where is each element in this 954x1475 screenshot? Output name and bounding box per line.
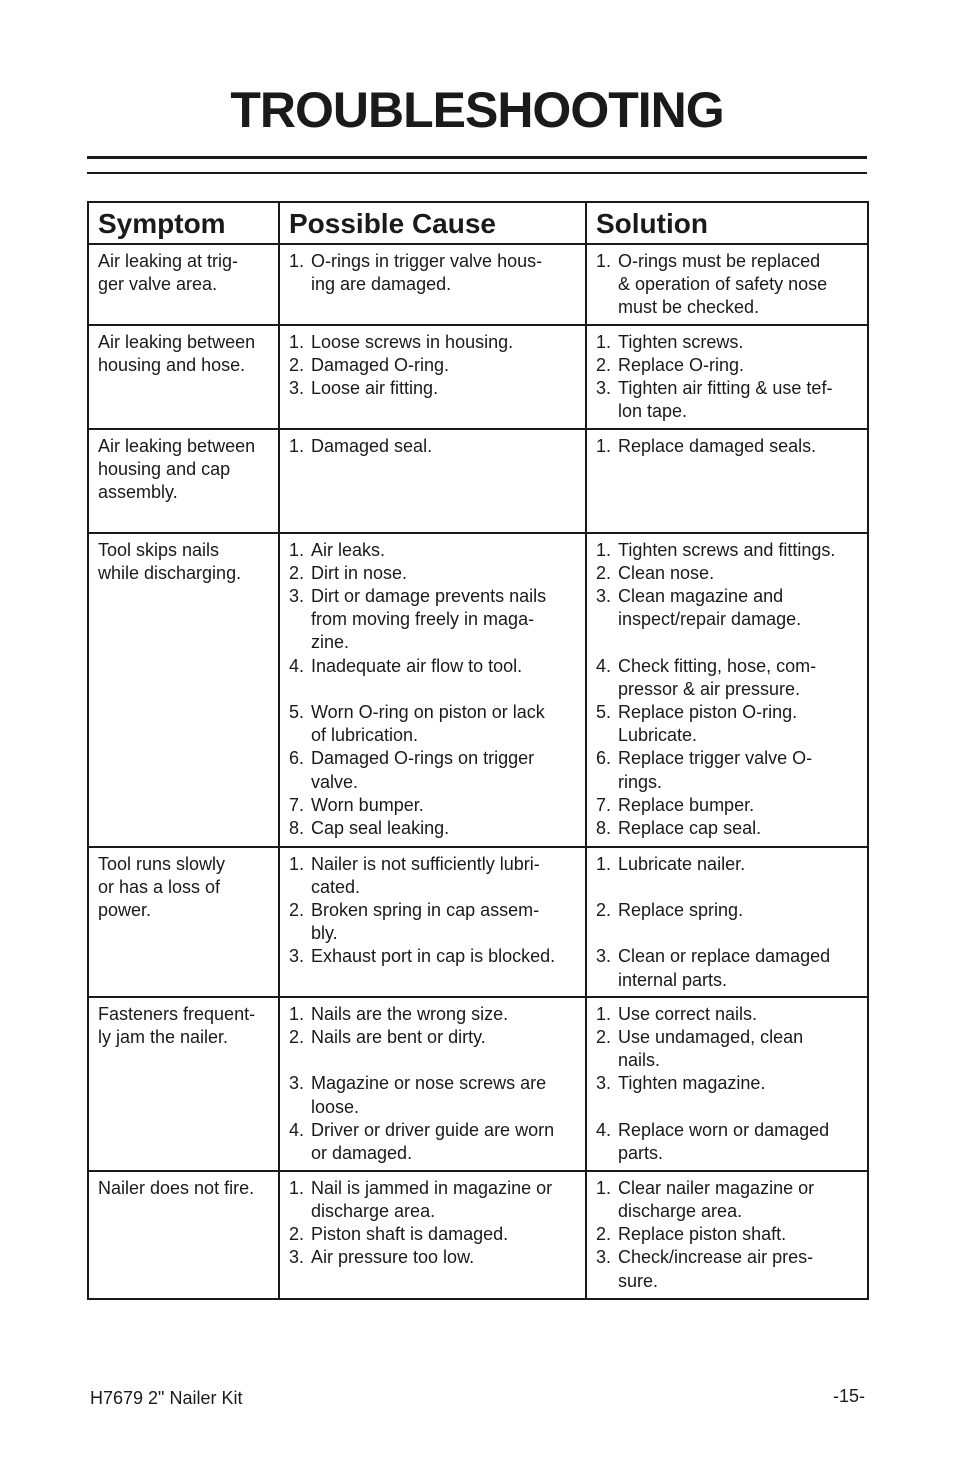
cause-line	[289, 724, 576, 747]
solution-line	[596, 1246, 858, 1269]
list-text: Broken spring in cap assem-	[311, 900, 540, 921]
list-number: 2.	[596, 354, 612, 375]
list-text: Clean magazine and	[618, 586, 784, 607]
list-number: 2.	[289, 1027, 305, 1047]
cause-line	[289, 945, 576, 968]
solution-line	[596, 354, 858, 377]
list-text: Dirt in nose.	[311, 562, 408, 583]
list-text: Replace worn or damaged	[618, 1119, 830, 1140]
cause-line	[289, 1026, 576, 1049]
list-text: Replace piston shaft.	[618, 1224, 787, 1245]
cause-cell	[279, 244, 586, 325]
cause-line	[289, 655, 576, 678]
cause-line	[289, 1003, 576, 1026]
list-text: Clear nailer magazine or	[618, 1177, 815, 1198]
list-text: discharge area.	[618, 1201, 743, 1221]
list-number: 2.	[289, 562, 305, 583]
list-text: Exhaust port in cap is blocked.	[311, 946, 556, 967]
list-number: 1.	[596, 251, 612, 271]
list-number: 1.	[596, 331, 612, 352]
solution-cell	[586, 244, 868, 325]
page-title: TROUBLESHOOTING	[230, 82, 724, 138]
list-text: Worn bumper.	[311, 794, 424, 815]
list-text: Loose air fitting.	[311, 378, 439, 399]
cause-cell	[279, 429, 586, 533]
list-text: Air leaks.	[311, 539, 386, 560]
list-text: Clean nose.	[618, 562, 715, 583]
cause-line	[289, 1246, 576, 1269]
list-spacer	[596, 922, 858, 945]
list-number: 4.	[289, 1119, 305, 1140]
solution-line	[596, 331, 858, 354]
cause-line	[289, 701, 576, 724]
cause-line	[289, 331, 576, 354]
list-number: 1.	[596, 539, 612, 560]
list-number: 7.	[289, 794, 305, 815]
list-text: Loose screws in housing.	[311, 331, 514, 352]
list-number: 2.	[596, 1224, 612, 1245]
list-text: Check/increase air pres-	[618, 1247, 814, 1268]
table-row	[88, 1171, 868, 1299]
list-text: pressor & air pressure.	[618, 678, 801, 699]
solution-line	[596, 1072, 858, 1095]
solution-line	[596, 296, 858, 319]
solution-line	[596, 1177, 858, 1200]
list-number: 3.	[596, 1247, 612, 1268]
title-rule-thin	[87, 172, 867, 174]
solution-line	[596, 747, 858, 770]
cause-line	[289, 1072, 576, 1095]
cause-line	[289, 1223, 576, 1246]
cause-line	[289, 435, 576, 458]
list-number: 3.	[289, 946, 305, 967]
list-text: Replace spring.	[618, 900, 744, 920]
list-number: 4.	[596, 1119, 612, 1140]
solution-line	[596, 701, 858, 724]
list-text: must be checked.	[618, 297, 760, 318]
list-text: parts.	[618, 1143, 664, 1163]
cause-cell	[279, 1171, 586, 1299]
list-spacer	[596, 876, 858, 899]
list-text: discharge area.	[311, 1201, 436, 1221]
solution-line	[596, 1270, 858, 1293]
list-spacer	[596, 631, 858, 654]
list-text: Nails are bent or dirty.	[311, 1027, 486, 1047]
symptom-cell: Tool runs slowly or has a loss of power.	[88, 847, 279, 997]
solution-cell	[586, 533, 868, 847]
solution-line	[596, 724, 858, 747]
symptom-cell: Fasteners frequent- ly jam the nailer.	[88, 997, 279, 1171]
cause-cell	[279, 533, 586, 847]
solution-line	[596, 250, 858, 273]
list-text: Tighten screws.	[618, 331, 744, 352]
cause-line	[289, 562, 576, 585]
list-text: O-rings must be replaced	[618, 251, 821, 271]
list-number: 5.	[596, 702, 612, 723]
list-text: Replace damaged seals.	[618, 435, 817, 456]
solution-cell	[586, 1171, 868, 1299]
list-text: Nailer is not sufficiently lubri-	[311, 853, 540, 874]
list-text: Damaged O-ring.	[311, 354, 450, 375]
list-text: Replace trigger valve O-	[618, 748, 813, 769]
list-number: 3.	[596, 946, 612, 967]
list-text: Damaged seal.	[311, 435, 433, 456]
list-spacer	[289, 1049, 576, 1072]
solution-line	[596, 1223, 858, 1246]
table-row	[88, 325, 868, 429]
symptom-cell: Air leaking between housing and hose.	[88, 325, 279, 429]
list-text: Piston shaft is damaged.	[311, 1224, 509, 1245]
list-number: 2.	[596, 1027, 612, 1047]
solution-line	[596, 1200, 858, 1223]
solution-line	[596, 1003, 858, 1026]
cause-line	[289, 1142, 576, 1165]
list-text: Driver or driver guide are worn	[311, 1119, 555, 1140]
list-number: 1.	[289, 853, 305, 874]
cause-line	[289, 273, 576, 296]
solution-line	[596, 817, 858, 840]
cause-line	[289, 539, 576, 562]
list-number: 8.	[289, 818, 305, 839]
solution-line	[596, 400, 858, 423]
table-header-row	[88, 202, 868, 244]
list-number: 3.	[596, 378, 612, 399]
list-text: Replace cap seal.	[618, 818, 762, 839]
header-possible-cause: Possible Cause	[279, 202, 586, 244]
list-number: 3.	[289, 378, 305, 399]
cause-cell	[279, 325, 586, 429]
list-number: 7.	[596, 794, 612, 815]
cause-line	[289, 899, 576, 922]
list-text: Use correct nails.	[618, 1003, 758, 1024]
list-text: sure.	[618, 1270, 659, 1291]
solution-cell	[586, 997, 868, 1171]
solution-line	[596, 655, 858, 678]
list-text: of lubrication.	[311, 725, 419, 746]
header-solution: Solution	[586, 202, 868, 244]
list-number: 2.	[596, 562, 612, 583]
symptom-cell: Air leaking at trig- ger valve area.	[88, 244, 279, 325]
solution-line	[596, 678, 858, 701]
cause-line	[289, 771, 576, 794]
cause-line	[289, 1200, 576, 1223]
list-text: Nail is jammed in magazine or	[311, 1177, 553, 1198]
solution-line	[596, 539, 858, 562]
cause-line	[289, 876, 576, 899]
table-row	[88, 847, 868, 997]
solution-line	[596, 853, 858, 876]
list-number: 1.	[596, 435, 612, 456]
cause-line	[289, 631, 576, 654]
list-text: Replace bumper.	[618, 794, 755, 815]
list-number: 2.	[289, 1224, 305, 1245]
table-row	[88, 429, 868, 533]
solution-line	[596, 273, 858, 296]
footer-product: H7679 2" Nailer Kit	[90, 1388, 243, 1408]
solution-cell	[586, 429, 868, 533]
list-text: valve.	[311, 771, 359, 792]
cause-line	[289, 922, 576, 945]
list-number: 8.	[596, 818, 612, 839]
header-symptom: Symptom	[88, 202, 279, 244]
solution-line	[596, 969, 858, 992]
list-number: 1.	[596, 853, 612, 874]
list-number: 1.	[596, 1177, 612, 1198]
list-text: Check fitting, hose, com-	[618, 655, 817, 676]
list-text: bly.	[311, 923, 338, 944]
solution-cell	[586, 847, 868, 997]
list-text: Tighten magazine.	[618, 1073, 766, 1094]
cause-line	[289, 354, 576, 377]
list-text: Worn O-ring on piston or lack	[311, 702, 545, 723]
list-number: 2.	[289, 354, 305, 375]
list-number: 3.	[289, 1073, 305, 1094]
list-number: 3.	[289, 586, 305, 607]
troubleshooting-table	[87, 201, 869, 1300]
list-text: ing are damaged.	[311, 274, 452, 295]
list-text: Damaged O-rings on trigger	[311, 748, 535, 769]
cause-line	[289, 853, 576, 876]
list-number: 1.	[289, 331, 305, 352]
list-text: Air pressure too low.	[311, 1247, 475, 1268]
solution-line	[596, 794, 858, 817]
list-text: Nails are the wrong size.	[311, 1003, 509, 1024]
solution-line	[596, 377, 858, 400]
list-text: Clean or replace damaged	[618, 946, 831, 967]
symptom-cell: Nailer does not fire.	[88, 1171, 279, 1299]
cause-line	[289, 747, 576, 770]
list-number: 3.	[596, 1073, 612, 1094]
title-rule-thick	[87, 156, 867, 159]
list-number: 5.	[289, 702, 305, 723]
list-text: Lubricate nailer.	[618, 853, 746, 874]
solution-line	[596, 435, 858, 458]
cause-line	[289, 250, 576, 273]
page-number: -15-	[832, 1386, 865, 1406]
list-number: 3.	[596, 586, 612, 607]
cause-line	[289, 1119, 576, 1142]
list-number: 2.	[289, 900, 305, 921]
list-number: 1.	[289, 539, 305, 560]
list-text: Tighten air fitting & use tef-	[618, 378, 833, 399]
list-number: 3.	[289, 1247, 305, 1268]
list-text: Replace piston O-ring.	[618, 702, 798, 723]
list-text: loose.	[311, 1096, 360, 1117]
solution-line	[596, 899, 858, 922]
symptom-cell: Tool skips nails while discharging.	[88, 533, 279, 847]
list-number: 1.	[289, 435, 305, 456]
solution-line	[596, 1026, 858, 1049]
list-spacer	[289, 678, 576, 701]
list-text: from moving freely in maga-	[311, 609, 535, 630]
list-text: or damaged.	[311, 1143, 413, 1163]
list-text: Replace O-ring.	[618, 354, 745, 375]
symptom-cell: Air leaking between housing and cap assembly.	[88, 429, 279, 533]
list-text: inspect/repair damage.	[618, 609, 802, 630]
list-text: cated.	[311, 876, 361, 897]
cause-line	[289, 1177, 576, 1200]
list-text: Lubricate.	[618, 725, 698, 746]
list-text: lon tape.	[618, 401, 688, 422]
solution-line	[596, 1119, 858, 1142]
list-number: 4.	[596, 655, 612, 676]
cause-line	[289, 377, 576, 400]
list-number: 2.	[596, 900, 612, 920]
list-text: internal parts.	[618, 969, 728, 990]
list-number: 4.	[289, 655, 305, 676]
list-text: Inadequate air flow to tool.	[311, 655, 523, 676]
solution-line	[596, 945, 858, 968]
list-text: Cap seal leaking.	[311, 818, 450, 839]
table-row	[88, 244, 868, 325]
cause-line	[289, 608, 576, 631]
list-text: zine.	[311, 632, 350, 653]
list-number: 6.	[289, 748, 305, 769]
list-number: 1.	[289, 1177, 305, 1198]
solution-line	[596, 1142, 858, 1165]
list-number: 1.	[289, 251, 305, 271]
list-number: 6.	[596, 748, 612, 769]
cause-line	[289, 1096, 576, 1119]
list-text: rings.	[618, 771, 663, 792]
list-text: Use undamaged, clean	[618, 1027, 804, 1047]
table-row	[88, 997, 868, 1171]
table-row	[88, 533, 868, 847]
cause-cell	[279, 997, 586, 1171]
cause-line	[289, 817, 576, 840]
list-text: Tighten screws and fittings.	[618, 539, 836, 560]
list-text: & operation of safety nose	[618, 274, 828, 295]
list-number: 1.	[289, 1003, 305, 1024]
list-text: Magazine or nose screws are	[311, 1073, 547, 1094]
list-spacer	[596, 1096, 858, 1119]
solution-cell	[586, 325, 868, 429]
cause-line	[289, 794, 576, 817]
solution-line	[596, 608, 858, 631]
solution-line	[596, 562, 858, 585]
cause-cell	[279, 847, 586, 997]
list-text: Dirt or damage prevents nails	[311, 586, 547, 607]
list-text: O-rings in trigger valve hous-	[311, 251, 543, 271]
table-body	[88, 244, 868, 1299]
solution-line	[596, 1049, 858, 1072]
list-text: nails.	[618, 1050, 661, 1071]
solution-line	[596, 771, 858, 794]
solution-line	[596, 585, 858, 608]
cause-line	[289, 585, 576, 608]
list-number: 1.	[596, 1003, 612, 1024]
